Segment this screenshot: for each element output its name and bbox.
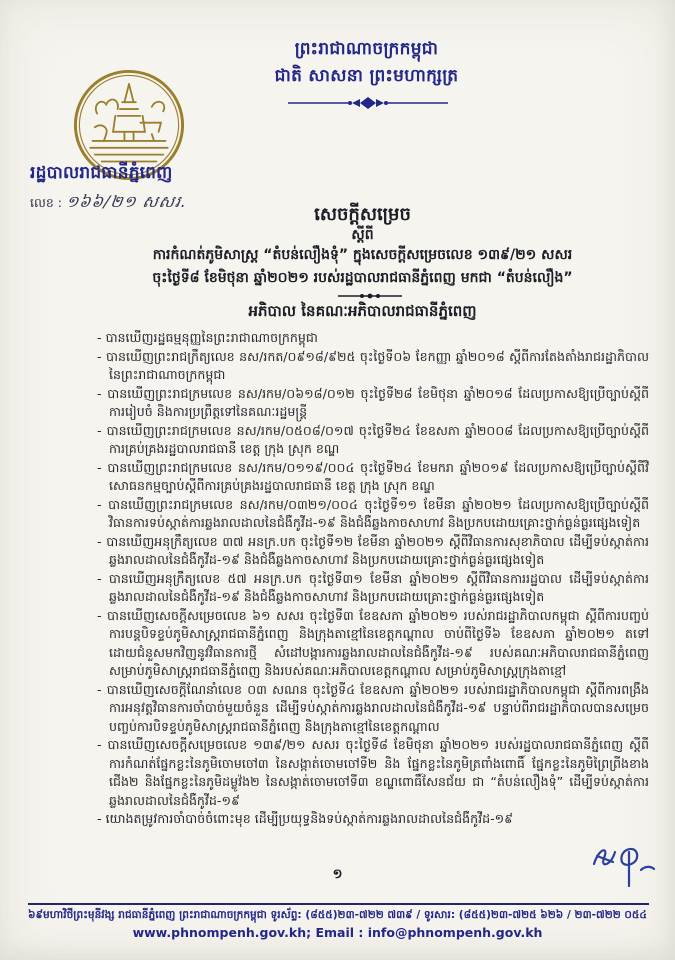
- issuer-name: រដ្ឋបាលរាជធានីភ្នំពេញ: [30, 163, 173, 183]
- citation-item: - បានឃើញព្រះរាជក្រឹត្យលេខ នស/រកត/០៩១៨/៩២៥ ចុះថ្ងៃទី០៦ ខែកញ្ញា ឆ្នាំ២០១៨ ស្តីពីការតែងតាំងរាជរដ្ឋាភិបាលនៃព្រះរាជាណាចក្រកម្ពុជា: [97, 348, 649, 385]
- citation-item: - យោងតម្រូវការចាំបាច់ចំពោះមុខ ដើម្បីប្រយុទ្ធនិងទប់ស្កាត់ការឆ្លងរាលដាលនៃជំងឺកូវីដ-១៩: [97, 810, 649, 829]
- citation-item: - បានឃើញព្រះរាជក្រមលេខ នស/រកម/០៦១៨/០១២ ចុះថ្ងៃទី២៨ ខែមិថុនា ឆ្នាំ២០១៨ ដែលប្រកាសឱ្យប្រើច្បាប់ស្តីពីការរៀបចំ និងការប្រព្រឹត្តទៅនៃគណៈរដ្ឋមន្ត្រី: [97, 385, 649, 422]
- footer-web-email: www.phnompenh.gov.kh; Email : info@phnompenh.gov.kh: [132, 925, 543, 940]
- regarding-label: ស្តីពី: [351, 227, 374, 243]
- citation-item: - បានឃើញសេចក្តីសម្រេចលេខ ៦១ សសរ ចុះថ្ងៃទី៣ ខែឧសភា ឆ្នាំ២០២១ របស់រាជរដ្ឋាភិបាលកម្ពុជា ស្តីពីការបញ្ចប់ការបន្តបិទខ្ទប់ភូមិសាស្ត្ររាជធានីភ្នំពេញ និងក្រុងតាខ្មៅនៃខេត្តកណ្តាល ចាប់ពីថ្ងៃទី៦ ខែឧសភា ឆ្នាំ២០២១ តទៅ ដោយជំនួសមកវិញនូវវិធានការថ្មី សំដៅបង្ការការឆ្លងរាលដាលនៃជំងឺកូវីដ-១៩ របស់គណៈអភិបាលរាជធានីភ្នំពេញ សម្រាប់ភូមិសាស្ត្ររាជធានីភ្នំពេញ និងរបស់គណៈអភិបាលខេត្តកណ្តាល សម្រាប់ភូមិសាស្ត្រក្រុងតាខ្មៅ: [97, 607, 649, 681]
- citation-item: - បានឃើញសេចក្តីណែនាំលេខ ០៣ សណន ចុះថ្ងៃទី៤ ខែឧសភា ឆ្នាំ២០២១ របស់រាជរដ្ឋាភិបាលកម្ពុជា ស្តីពីការពង្រឹងការអនុវត្តវិធានការចាំបាច់មួយចំនួន ដើម្បីទប់ស្កាត់ការឆ្លងរាលដាលនៃជំងឺកូវីដ-១៩ បន្ទាប់ពីរាជរដ្ឋាភិបាលបានសម្រេចបញ្ចប់ការបិទខ្ទប់ភូមិសាស្ត្ររាជធានីភ្នំពេញ និងក្រុងតាខ្មៅនៃខេត្តកណ្តាល: [97, 681, 649, 737]
- citation-item: - បានឃើញព្រះរាជក្រមលេខ នស/រកម/០៣២១/០០៤ ចុះថ្ងៃទី១១ ខែមីនា ឆ្នាំ២០២១ ដែលប្រកាសឱ្យប្រើច្បាប់ស្តីពីវិធានការទប់ស្កាត់ការឆ្លងរាលដាលនៃជំងឺកូវីដ-១៩ និងជំងឺឆ្លងកាចសាហាវ និងប្រកបដោយគ្រោះថ្នាក់ធ្ងន់ធ្ងរផ្សេងទៀត: [97, 496, 649, 533]
- page-number: ១: [332, 867, 343, 882]
- doc-number-label: លេខ :: [30, 195, 62, 210]
- citation-item: - បានឃើញសេចក្តីសម្រេចលេខ ១៣៩/២១ សសរ ចុះថ្ងៃទី៨ ខែមិថុនា ឆ្នាំ២០២១ របស់រដ្ឋបាលរាជធានីភ្នំពេញ ស្តីពីការកំណត់ផ្នែកខ្លះនៃភូមិចោមចៅ៣ នៃសង្កាត់ចោមចៅទី២ និង ផ្នែកខ្លះនៃភូមិត្រពាំងពោធិ៍ ផ្នែកខ្លះនៃភូមិព្រៃព្រីងខាងជើង២ និងផ្នែកខ្លះនៃភូមិដម្លូវ៉ង២ នៃសង្កាត់ចោមចៅទី៣ ខណ្ឌពោធិ៍សែនជ័យ ជា “តំបន់លឿងទុំ” ដើម្បីទប់ស្កាត់ការឆ្លងរាលដាលនៃជំងឺកូវីដ-១៩: [97, 736, 649, 810]
- authority-heading: អភិបាល នៃគណៈអភិបាលរាជធានីភ្នំពេញ: [248, 302, 477, 320]
- footer-address: ៦៩មហាវិថីព្រះមុនីវង្ស រាជធានីភ្នំពេញ ព្រះរាជាណាចក្រកម្ពុជា ទូរស័ព្ទ: (៨៥៥)២៣-៧២២ ៧៣៩ / ទូរសារ: (៨៥៥)២៣-៧២៥ ៦២៦ / ២៣-៧២២ ០៥៤: [28, 909, 647, 921]
- citation-item: - បានឃើញព្រះរាជក្រមលេខ នស/រកម/០១១៩/០០៤ ចុះថ្ងៃទី២៤ ខែមករា ឆ្នាំ២០១៩ ដែលប្រកាសឱ្យប្រើច្បាប់ស្តីពីវិសោធនកម្មច្បាប់ស្តីពីការគ្រប់គ្រងរដ្ឋបាលរាជធានី ខេត្ត ក្រុង ស្រុក ខណ្ឌ: [97, 459, 649, 496]
- kingdom-motto-line1: ព្រះរាជាណាចក្រកម្ពុជា: [294, 39, 439, 59]
- kingdom-motto-line2: ជាតិ សាសនា ព្រះមហាក្សត្រ: [274, 66, 459, 86]
- doc-number-value: ១៦៦/២១ សសរ.: [64, 192, 189, 211]
- citation-list: [97, 329, 649, 829]
- subject-line-1: ការកំណត់ភូមិសាស្ត្រ “តំបន់លឿងទុំ” ក្នុងសេចក្តីសម្រេចលេខ ១៣៩/២១ សសរ: [152, 247, 573, 263]
- citation-item: - បានឃើញអនុក្រឹត្យលេខ ៥៧ អនក្រ.បក ចុះថ្ងៃទី៣១ ខែមីនា ឆ្នាំ២០២១ ស្តីពីវិធានការរដ្ឋបាល ដើម្បីទប់ស្កាត់ការឆ្លងរាលដាលនៃជំងឺកូវីដ-១៩ និងជំងឺឆ្លងកាចសាហាវ និងប្រកបដោយគ្រោះថ្នាក់ធ្ងន់ធ្ងរផ្សេងទៀត: [97, 570, 649, 607]
- ornament-divider-icon: [288, 95, 448, 111]
- sub-divider-icon: [338, 292, 402, 300]
- citation-item: - បានឃើញរដ្ឋធម្មនុញ្ញនៃព្រះរាជាណាចក្រកម្ពុជា: [97, 329, 649, 348]
- doc-type-title: សេចក្តីសម្រេច: [314, 204, 411, 225]
- title-block: [50, 204, 675, 290]
- footer-rule: [28, 903, 649, 905]
- subject-line-2: ចុះថ្ងៃទី៨ ខែមិថុនា ឆ្នាំ២០២១ របស់រដ្ឋបាលរាជធានីភ្នំពេញ មកជា “តំបន់លឿង”: [152, 270, 573, 286]
- citation-item: - បានឃើញអនុក្រឹត្យលេខ ៣៧ អនក្រ.បក ចុះថ្ងៃទី១២ ខែមីនា ឆ្នាំ២០២១ ស្តីពីវិធានការសុខាភិបាល ដើម្បីទប់ស្កាត់ការឆ្លងរាលដាលនៃជំងឺកូវីដ-១៩ និងជំងឺឆ្លងកាចសាហាវ និងប្រកបដោយគ្រោះថ្នាក់ធ្ងន់ធ្ងរផ្សេងទៀត: [97, 533, 649, 570]
- citation-item: - បានឃើញព្រះរាជក្រមលេខ នស/រកម/០៥០៨/០១៧ ចុះថ្ងៃទី២៤ ខែឧសភា ឆ្នាំ២០០៨ ដែលប្រកាសឱ្យប្រើច្បាប់ស្តីពីការគ្រប់គ្រងរដ្ឋបាលរាជធានី ខេត្ត ក្រុង ស្រុក ខណ្ឌ: [97, 422, 649, 459]
